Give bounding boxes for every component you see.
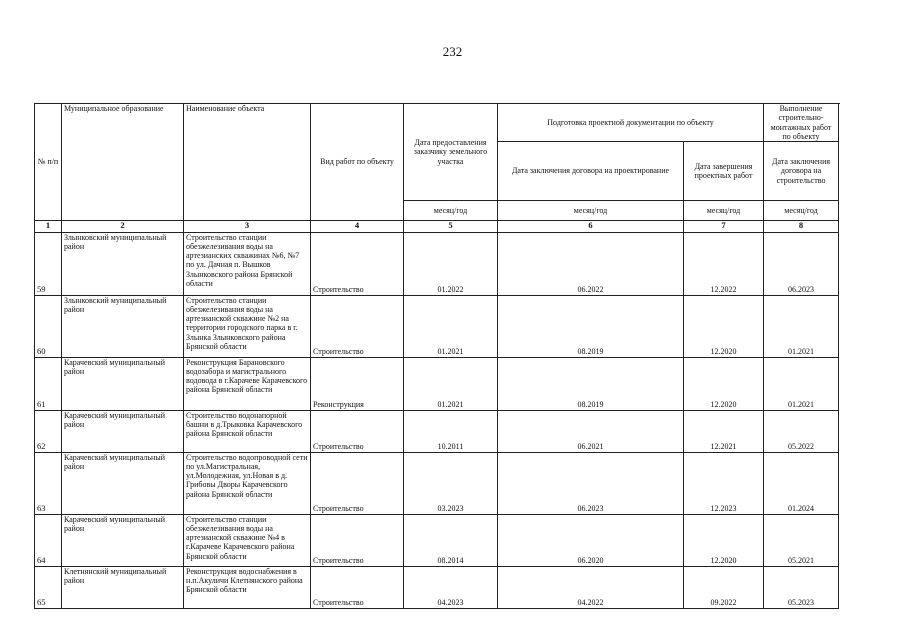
work-type-cell: Строительство [311,410,404,452]
object-name-cell: Строительство станции обезжелезивания воды на артезианской скважине №4 в г.Карачеве Карачевского района Брянской области [184,514,311,566]
column-number: 3 [184,220,311,232]
table-row [35,232,839,295]
land-date-cell: 04.2023 [404,566,498,608]
municipality-cell: Карачевский муниципальный район [62,410,184,452]
design-done-date-cell: 09.2022 [684,566,764,608]
table-body [35,232,839,608]
design-contract-date-cell: 08.2019 [498,295,684,357]
work-type-cell: Строительство [311,295,404,357]
work-type-cell: Реконструкция [311,357,404,410]
work-type-cell: Строительство [311,232,404,295]
design-contract-date-cell: 08.2019 [498,357,684,410]
design-contract-date-cell: 06.2022 [498,232,684,295]
object-name-cell: Реконструкция Барановского водозабора и магистрального водовода в г.Карачеве Карачевского района Брянской области [184,357,311,410]
municipality-cell: Злынковский муниципальный район [62,295,184,357]
table-header [35,104,839,233]
municipality-cell: Клетнянский муниципальный район [62,566,184,608]
header-build-contract: Дата заключения договора на строительство [764,142,839,201]
work-type-cell: Строительство [311,514,404,566]
build-contract-date-cell: 05.2022 [764,410,839,452]
objects-table [34,103,839,609]
column-number: 7 [684,220,764,232]
build-contract-date-cell: 01.2021 [764,295,839,357]
header-work-type: Вид работ по объекту [311,104,404,221]
object-name-cell: Строительство станции обезжелезивания воды на артезианской скважине №2 на территории городского парка в г. Злынка Злынковского района Брянской области [184,295,311,357]
land-date-cell: 08.2014 [404,514,498,566]
build-contract-date-cell: 01.2021 [764,357,839,410]
header-group-construction: Выполнение строительно-монтажных работ по объекту [764,104,839,142]
design-done-date-cell: 12.2022 [684,232,764,295]
row-number: 59 [35,232,62,295]
municipality-cell: Злынковский муниципальный район [62,232,184,295]
table-row [35,452,839,514]
header-municipality: Муниципальное образование [62,104,184,221]
build-contract-date-cell: 05.2023 [764,566,839,608]
municipality-cell: Карачевский муниципальный район [62,514,184,566]
object-name-cell: Строительство станции обезжелезивания воды на артезианских скважинах №6, №7 по ул. Дачная п. Вышков Злынковского района Брянской области [184,232,311,295]
page-number: 232 [442,44,463,59]
row-number: 64 [35,514,62,566]
design-contract-date-cell: 06.2023 [498,452,684,514]
table-row [35,514,839,566]
design-contract-date-cell: 04.2022 [498,566,684,608]
row-number: 65 [35,566,62,608]
table-row [35,566,839,608]
column-number-row [35,220,839,232]
land-date-cell: 03.2023 [404,452,498,514]
row-number: 61 [35,357,62,410]
column-number: 4 [311,220,404,232]
column-number: 6 [498,220,684,232]
design-done-date-cell: 12.2023 [684,452,764,514]
header-design-contract: Дата заключения договора на проектирование [498,142,684,201]
row-number: 62 [35,410,62,452]
design-contract-date-cell: 06.2021 [498,410,684,452]
unit-land-date: месяц/год [404,201,498,221]
work-type-cell: Строительство [311,452,404,514]
unit-design-done: месяц/год [684,201,764,221]
header-group-design: Подготовка проектной документации по объекту [498,104,764,142]
land-date-cell: 01.2021 [404,295,498,357]
header-num: № п/п [35,104,62,221]
design-done-date-cell: 12.2020 [684,295,764,357]
object-name-cell: Реконструкция водоснабжения в н.п.Акуличи Клетнянского района Брянской области [184,566,311,608]
land-date-cell: 01.2022 [404,232,498,295]
column-number: 2 [62,220,184,232]
design-done-date-cell: 12.2020 [684,514,764,566]
municipality-cell: Карачевский муниципальный район [62,357,184,410]
object-name-cell: Строительство водонапорной башни в д.Трыковка Карачевского района Брянской области [184,410,311,452]
build-contract-date-cell: 06.2023 [764,232,839,295]
column-number: 8 [764,220,839,232]
column-number: 5 [404,220,498,232]
row-number: 60 [35,295,62,357]
header-land-date: Дата предоставления заказчику земельного участка [404,104,498,201]
design-contract-date-cell: 06.2020 [498,514,684,566]
design-done-date-cell: 12.2021 [684,410,764,452]
build-contract-date-cell: 05.2021 [764,514,839,566]
table-row [35,410,839,452]
table-row [35,357,839,410]
unit-build-contract: месяц/год [764,201,839,221]
object-name-cell: Строительство водопроводной сети по ул.Магистральная, ул.Молодежная, ул.Новая в д. Грибовы Дворы Карачевского района Брянской области [184,452,311,514]
land-date-cell: 10.2011 [404,410,498,452]
build-contract-date-cell: 01.2024 [764,452,839,514]
municipality-cell: Карачевский муниципальный район [62,452,184,514]
table-row [35,295,839,357]
header-design-done: Дата завершения проектных работ [684,142,764,201]
header-object: Наименование объекта [184,104,311,221]
land-date-cell: 01.2021 [404,357,498,410]
column-number: 1 [35,220,62,232]
unit-design-contract: месяц/год [498,201,684,221]
design-done-date-cell: 12.2020 [684,357,764,410]
row-number: 63 [35,452,62,514]
work-type-cell: Строительство [311,566,404,608]
